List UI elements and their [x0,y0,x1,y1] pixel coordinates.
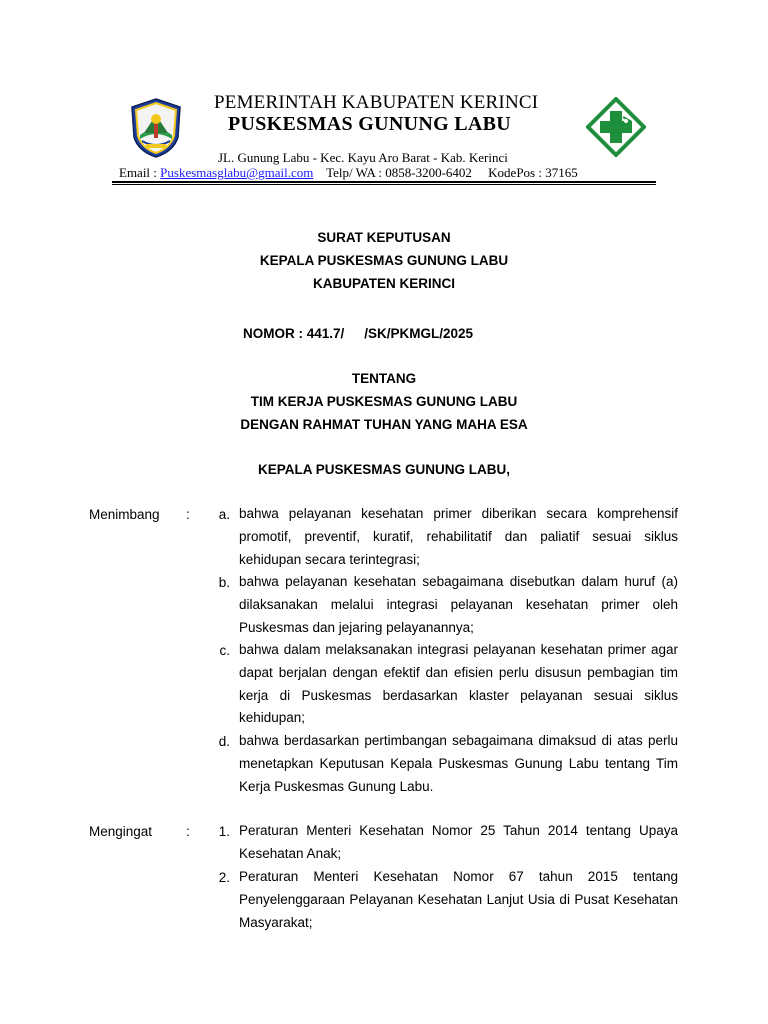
decree-subject: TIM KERJA PUSKESMAS GUNUNG LABU [250,394,518,409]
mengingat-colon: : [186,824,190,839]
mengingat-item-1: Peraturan Menteri Kesehatan Nomor 25 Tahun 2014 tentang Upaya Kesehatan Anak; [239,823,678,861]
letterhead-contact [119,165,578,181]
decree-issuer: KEPALA PUSKESMAS GUNUNG LABU [259,253,509,268]
email-link[interactable]: Puskesmasglabu@gmail.com [160,165,314,180]
menimbang-marker-b: b. [218,575,230,590]
email-label: Email : [119,165,157,180]
letterhead-rule-thin [112,184,656,185]
menimbang-marker-c: c. [219,643,230,658]
mengingat-item-2: Peraturan Menteri Kesehatan Nomor 67 tahun 2015 tentang Penyelenggaraan Pelayanan Kesehatan Lanjut Usia di Pusat Kesehatan Masyarakat; [239,869,678,930]
kepala-line: KEPALA PUSKESMAS GUNUNG LABU, [257,462,510,477]
menimbang-marker-d: d. [218,734,230,749]
phone-number: Telp/ WA : 0858-3200-6402 [326,165,472,180]
decree-region: KABUPATEN KERINCI [312,276,455,291]
decree-number-prefix: NOMOR : 441.7/ [243,326,345,341]
decree-title: SURAT KEPUTUSAN [317,230,451,245]
mengingat-label: Mengingat [89,824,153,839]
letterhead [0,0,768,190]
menimbang-item-a: bahwa pelayanan kesehatan primer diberikan secara komprehensif promotif, preventif, kuratif, rehabilitatif dan paliatif sesuai siklus kehidupan secara terintegrasi; [239,506,678,567]
letterhead-rule-thick [112,181,656,183]
mengingat-marker-2: 2. [218,870,230,885]
menimbang-item-c: bahwa dalam melaksanakan integrasi pelayanan kesehatan primer agar dapat berjalan dengan efektif dan efisien perlu disusun pembagian tim kerja di Puskesmas berdasarkan klaster pelayanan sesuai siklus kehidupan; [239,642,678,726]
letterhead-puskesmas-name: PUSKESMAS GUNUNG LABU [228,113,511,135]
letterhead-address: JL. Gunung Labu - Kec. Kayu Aro Barat - Kab. Kerinci [218,150,508,165]
tentang-heading: TENTANG [351,371,417,386]
menimbang-item-b: bahwa pelayanan kesehatan sebagaimana disebutkan dalam huruf (a) dilaksanakan melalui integrasi pelayanan kesehatan primer oleh Puskesmas dan jejaring pelayanannya; [239,574,678,635]
rahmat-line: DENGAN RAHMAT TUHAN YANG MAHA ESA [240,417,528,432]
menimbang-marker-a: a. [218,507,230,522]
letterhead-government-name: PEMERINTAH KABUPATEN KERINCI [214,92,539,113]
menimbang-label: Menimbang [89,507,160,522]
postcode: KodePos : 37165 [488,165,578,180]
decree-number-suffix: /SK/PKMGL/2025 [364,326,474,341]
puskesmas-green-cross-icon [586,97,646,157]
decree-number [243,326,473,341]
kerinci-regency-crest-icon [128,97,184,159]
menimbang-item-d: bahwa berdasarkan pertimbangan sebagaimana dimaksud di atas perlu menetapkan Keputusan Kepala Puskesmas Gunung Labu tentang Tim Kerja Puskesmas Gunung Labu. [239,733,678,794]
mengingat-marker-1: 1. [218,824,230,839]
menimbang-colon: : [186,507,190,522]
